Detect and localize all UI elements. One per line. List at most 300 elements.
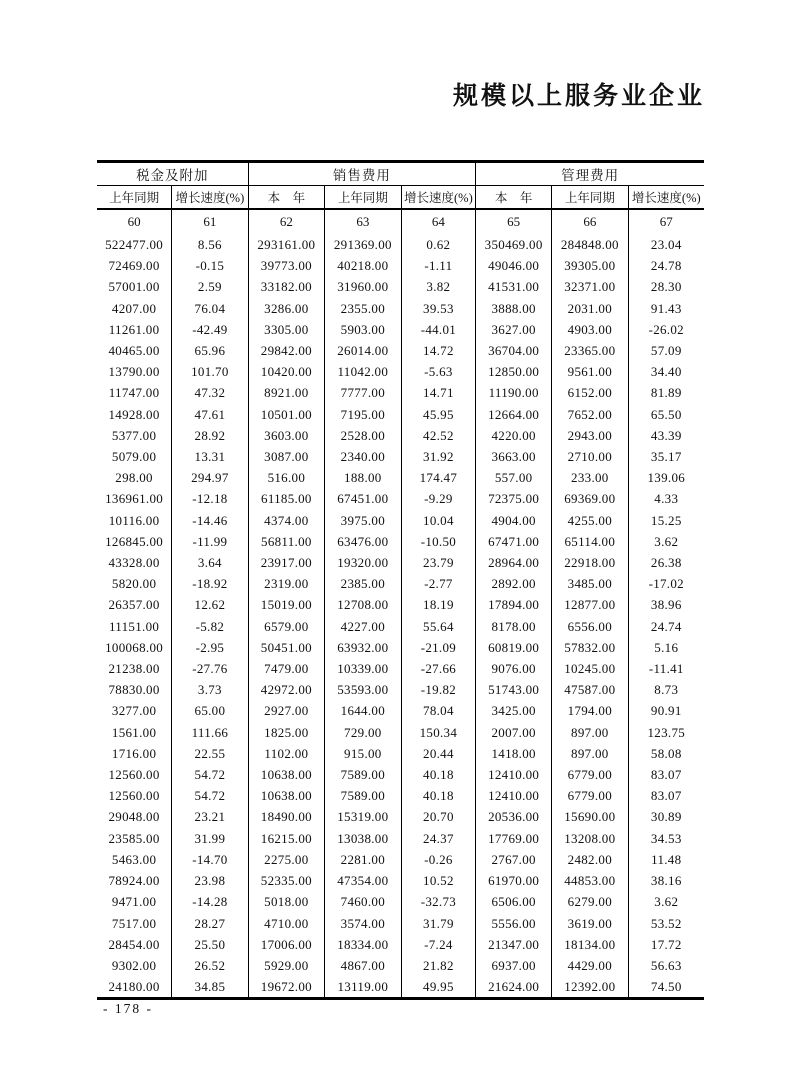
table-cell: 3.62 (628, 891, 704, 912)
table-row (97, 488, 704, 509)
table-cell: 39.53 (401, 298, 476, 319)
table-row (97, 276, 704, 297)
table-cell: -18.92 (172, 573, 248, 594)
table-row (97, 255, 704, 276)
table-cell: 42972.00 (248, 679, 324, 700)
table-cell: -11.99 (172, 531, 248, 552)
table-cell: 7479.00 (248, 658, 324, 679)
table-cell: 24180.00 (108, 979, 160, 995)
table-cell: 31.79 (401, 913, 476, 934)
table-cell: 57.09 (628, 340, 704, 361)
table-cell: 13790.00 (108, 364, 160, 380)
table-cell: 40.18 (401, 785, 476, 806)
column-code-cell: 65 (476, 209, 552, 234)
table-cell: 6779.00 (552, 764, 628, 785)
table-cell: 18334.00 (325, 934, 401, 955)
column-code-cell: 63 (325, 209, 401, 234)
table-row (97, 361, 704, 382)
table-cell: -2.95 (172, 637, 248, 658)
table-cell: -44.01 (401, 319, 476, 340)
table-cell: 0.62 (401, 234, 476, 255)
table-cell: 5377.00 (111, 427, 157, 443)
table-cell: 18134.00 (552, 934, 628, 955)
table-cell: 22918.00 (552, 552, 628, 573)
table-cell: 65.96 (172, 340, 248, 361)
table-cell: 21624.00 (476, 976, 552, 999)
table-cell: 23.98 (172, 870, 248, 891)
table-cell: 4429.00 (552, 955, 628, 976)
table-cell: -27.76 (172, 658, 248, 679)
table-cell: 4710.00 (248, 913, 324, 934)
table-cell: 4207.00 (111, 300, 157, 316)
table-cell: 28.92 (172, 425, 248, 446)
table-cell: 61970.00 (476, 870, 552, 891)
table-cell: 29842.00 (248, 340, 324, 361)
table-cell: 6152.00 (552, 382, 628, 403)
table-cell: 188.00 (325, 467, 401, 488)
table-cell: 47587.00 (552, 679, 628, 700)
table-cell: 1716.00 (111, 745, 157, 761)
table-row (97, 870, 704, 891)
table-row (97, 594, 704, 615)
table-cell: 516.00 (248, 467, 324, 488)
table-cell: 5903.00 (325, 319, 401, 340)
table-cell: 13119.00 (325, 976, 401, 999)
table-cell: 26.38 (628, 552, 704, 573)
table-cell: 50451.00 (248, 637, 324, 658)
column-code-cell: 61 (172, 209, 248, 234)
table-cell: 7589.00 (325, 785, 401, 806)
table-cell: 2031.00 (552, 298, 628, 319)
table-cell: 139.06 (628, 467, 704, 488)
table-cell: 11151.00 (108, 618, 160, 634)
table-cell: 55.64 (401, 616, 476, 637)
table-cell: 2482.00 (552, 849, 628, 870)
table-cell: 28964.00 (476, 552, 552, 573)
table-cell: 23585.00 (108, 830, 160, 846)
table-cell: 2340.00 (325, 446, 401, 467)
table-row (97, 446, 704, 467)
table-cell: 2943.00 (552, 425, 628, 446)
table-cell: 54.72 (172, 785, 248, 806)
column-code-cell: 66 (552, 209, 628, 234)
table-cell: 10.04 (401, 510, 476, 531)
table-cell: 233.00 (552, 467, 628, 488)
table-cell: 8178.00 (476, 616, 552, 637)
table-cell: 3.82 (401, 276, 476, 297)
table-header (97, 162, 704, 210)
table-cell: 11261.00 (108, 321, 160, 337)
table-cell: 43.39 (628, 425, 704, 446)
table-cell: 2710.00 (552, 446, 628, 467)
table-cell: 4903.00 (552, 319, 628, 340)
table-cell: 26357.00 (108, 597, 160, 613)
table-cell: 15.25 (628, 510, 704, 531)
table-cell: 5556.00 (476, 913, 552, 934)
table-cell: 12850.00 (476, 361, 552, 382)
table-cell: 123.75 (628, 722, 704, 743)
table-cell: 12877.00 (552, 594, 628, 615)
table-cell: 23.04 (628, 234, 704, 255)
table-row (97, 955, 704, 976)
table-cell: 10.52 (401, 870, 476, 891)
table-cell: 5463.00 (111, 851, 157, 867)
table-cell: 26014.00 (325, 340, 401, 361)
table-cell: 9302.00 (111, 957, 157, 973)
table-cell: 49046.00 (476, 255, 552, 276)
table-cell: 56811.00 (248, 531, 324, 552)
table-cell: 6937.00 (476, 955, 552, 976)
table-cell: 7589.00 (325, 764, 401, 785)
table-cell: 2281.00 (325, 849, 401, 870)
table-cell: 2355.00 (325, 298, 401, 319)
table-cell: 31960.00 (325, 276, 401, 297)
table-cell: -19.82 (401, 679, 476, 700)
table-cell: 9076.00 (476, 658, 552, 679)
table-cell: 36704.00 (476, 340, 552, 361)
table-cell: 2275.00 (248, 849, 324, 870)
table-cell: 35.17 (628, 446, 704, 467)
table-cell: 13038.00 (325, 828, 401, 849)
table-cell: -5.82 (172, 616, 248, 637)
table-cell: 284848.00 (552, 234, 628, 255)
table-row (97, 425, 704, 446)
table-cell: 60819.00 (476, 637, 552, 658)
table-cell: 3425.00 (476, 700, 552, 721)
table-cell: 2892.00 (476, 573, 552, 594)
table-row (97, 891, 704, 912)
table-cell: 25.50 (172, 934, 248, 955)
table-row (97, 743, 704, 764)
table-cell: 72469.00 (108, 258, 160, 274)
table-cell: 34.53 (628, 828, 704, 849)
table-cell: 57001.00 (108, 279, 160, 295)
table-cell: 897.00 (552, 743, 628, 764)
table-cell: 5929.00 (248, 955, 324, 976)
table-cell: 90.91 (628, 700, 704, 721)
table-cell: 54.72 (172, 764, 248, 785)
table-cell: 18490.00 (248, 806, 324, 827)
table-cell: 557.00 (476, 467, 552, 488)
table-cell: 34.85 (172, 976, 248, 999)
table-cell: -9.29 (401, 488, 476, 509)
table-cell: 9471.00 (111, 894, 157, 910)
table-cell: 78830.00 (108, 682, 160, 698)
code-row-body (97, 209, 704, 234)
column-header-cell: 增长速度(%) (401, 186, 476, 210)
table-cell: 136961.00 (105, 491, 164, 507)
table-cell: 3888.00 (476, 298, 552, 319)
table-cell: 22.55 (172, 743, 248, 764)
table-cell: 3619.00 (552, 913, 628, 934)
table-cell: 39305.00 (552, 255, 628, 276)
table-cell: 8.56 (172, 234, 248, 255)
table-cell: 2319.00 (248, 573, 324, 594)
column-header-cell: 上年同期 (97, 186, 172, 210)
table-cell: 111.66 (172, 722, 248, 743)
group-header-row (97, 162, 704, 186)
table-row (97, 234, 704, 255)
table-cell: 41531.00 (476, 276, 552, 297)
table-cell: -2.77 (401, 573, 476, 594)
table-cell: -12.18 (172, 488, 248, 509)
table-cell: 52335.00 (248, 870, 324, 891)
table-cell: -0.26 (401, 849, 476, 870)
table-cell: 23917.00 (248, 552, 324, 573)
table-cell: -0.15 (172, 255, 248, 276)
table-cell: 7652.00 (552, 404, 628, 425)
group-header-cell: 管理费用 (476, 162, 704, 186)
table-cell: 91.43 (628, 298, 704, 319)
table-cell: 8921.00 (248, 382, 324, 403)
column-code-cell: 60 (127, 214, 141, 229)
table-cell: 294.97 (172, 467, 248, 488)
table-cell: 83.07 (628, 764, 704, 785)
table-cell: 81.89 (628, 382, 704, 403)
table-cell: -14.28 (172, 891, 248, 912)
table-cell: 4374.00 (248, 510, 324, 531)
column-header-cell: 本 年 (476, 186, 552, 210)
table-cell: -1.11 (401, 255, 476, 276)
table-cell: 34.40 (628, 361, 704, 382)
table-row (97, 404, 704, 425)
table-cell: -5.63 (401, 361, 476, 382)
table-cell: 69369.00 (552, 488, 628, 509)
table-row (97, 658, 704, 679)
table-cell: 2.59 (172, 276, 248, 297)
table-cell: 3286.00 (248, 298, 324, 319)
table-cell: 11190.00 (476, 382, 552, 403)
group-header-cell: 销售费用 (248, 162, 476, 186)
table-cell: 1825.00 (248, 722, 324, 743)
table-cell: 3.62 (628, 531, 704, 552)
table-cell: 13.31 (172, 446, 248, 467)
table-row (97, 785, 704, 806)
table-cell: 42.52 (401, 425, 476, 446)
table-cell: 47354.00 (325, 870, 401, 891)
table-cell: 23365.00 (552, 340, 628, 361)
table-cell: 11747.00 (108, 385, 160, 401)
table-cell: 2528.00 (325, 425, 401, 446)
table-cell: 8.73 (628, 679, 704, 700)
table-cell: 63932.00 (325, 637, 401, 658)
table-cell: 9561.00 (552, 361, 628, 382)
table-cell: 6279.00 (552, 891, 628, 912)
table-cell: -27.66 (401, 658, 476, 679)
table-cell: 1794.00 (552, 700, 628, 721)
table-cell: 4220.00 (476, 425, 552, 446)
table-row (97, 616, 704, 637)
table-cell: 43328.00 (108, 555, 160, 571)
table-row (97, 319, 704, 340)
table-cell: 58.08 (628, 743, 704, 764)
table-cell: 56.63 (628, 955, 704, 976)
table-row (97, 510, 704, 531)
table-cell: 4227.00 (325, 616, 401, 637)
table-cell: 5079.00 (111, 449, 157, 465)
table-cell: 897.00 (552, 722, 628, 743)
table-cell: 20536.00 (476, 806, 552, 827)
table-cell: 47.32 (172, 382, 248, 403)
table-cell: 65.50 (628, 404, 704, 425)
table-cell: 7517.00 (111, 915, 157, 931)
table-cell: 20.44 (401, 743, 476, 764)
table-cell: 3485.00 (552, 573, 628, 594)
table-cell: 10339.00 (325, 658, 401, 679)
table-cell: 100068.00 (105, 639, 164, 655)
table-cell: 28454.00 (108, 936, 160, 952)
table-row (97, 764, 704, 785)
column-header-row (97, 186, 704, 210)
table-row (97, 637, 704, 658)
table-cell: 126845.00 (105, 533, 164, 549)
page-number: - 178 - (103, 1001, 153, 1016)
table-cell: 47.61 (172, 404, 248, 425)
table-cell: 21.82 (401, 955, 476, 976)
table-row (97, 934, 704, 955)
table-row (97, 700, 704, 721)
table-cell: 40465.00 (108, 343, 160, 359)
table-cell: 28.27 (172, 913, 248, 934)
table-cell: 19672.00 (248, 976, 324, 999)
table-cell: 3.73 (172, 679, 248, 700)
table-row (97, 976, 704, 999)
table-row (97, 298, 704, 319)
table-cell: 522477.00 (105, 237, 164, 252)
table-cell: 3975.00 (325, 510, 401, 531)
column-header-cell: 上年同期 (325, 186, 401, 210)
table-cell: 24.74 (628, 616, 704, 637)
table-row (97, 552, 704, 573)
table-cell: 4867.00 (325, 955, 401, 976)
table-cell: 4255.00 (552, 510, 628, 531)
table-cell: 5018.00 (248, 891, 324, 912)
table-cell: 6506.00 (476, 891, 552, 912)
table-cell: 6579.00 (248, 616, 324, 637)
table-row (97, 679, 704, 700)
table-cell: 17769.00 (476, 828, 552, 849)
table-cell: 45.95 (401, 404, 476, 425)
table-cell: 61185.00 (248, 488, 324, 509)
table-row (97, 573, 704, 594)
table-cell: 10638.00 (248, 785, 324, 806)
table-cell: 12708.00 (325, 594, 401, 615)
table-row (97, 849, 704, 870)
group-header-cell: 税金及附加 (97, 162, 248, 186)
table-cell: 83.07 (628, 785, 704, 806)
table-cell: 21238.00 (108, 661, 160, 677)
table-row (97, 722, 704, 743)
table-cell: 4904.00 (476, 510, 552, 531)
column-header-cell: 本 年 (248, 186, 324, 210)
table-cell: 67451.00 (325, 488, 401, 509)
table-cell: 15019.00 (248, 594, 324, 615)
table-cell: 40.18 (401, 764, 476, 785)
table-cell: 101.70 (172, 361, 248, 382)
table-cell: 3087.00 (248, 446, 324, 467)
table-cell: 3627.00 (476, 319, 552, 340)
table-cell: 12.62 (172, 594, 248, 615)
table-cell: 2007.00 (476, 722, 552, 743)
table-cell: 14.72 (401, 340, 476, 361)
table-cell: 15319.00 (325, 806, 401, 827)
table-row (97, 531, 704, 552)
table-cell: 38.96 (628, 594, 704, 615)
table-cell: 24.78 (628, 255, 704, 276)
table-cell: 53593.00 (325, 679, 401, 700)
table-cell: -10.50 (401, 531, 476, 552)
table-cell: 350469.00 (476, 234, 552, 255)
table-cell: -42.49 (172, 319, 248, 340)
table-cell: 1561.00 (111, 724, 157, 740)
table-cell: 1418.00 (476, 743, 552, 764)
table-cell: 3.64 (172, 552, 248, 573)
table-cell: 15690.00 (552, 806, 628, 827)
table-cell: 30.89 (628, 806, 704, 827)
table-cell: 3574.00 (325, 913, 401, 934)
table-cell: 23.79 (401, 552, 476, 573)
table-cell: 14.71 (401, 382, 476, 403)
table-cell: 915.00 (325, 743, 401, 764)
table-cell: 51743.00 (476, 679, 552, 700)
table-cell: 49.95 (401, 976, 476, 999)
table-cell: 150.34 (401, 722, 476, 743)
table-cell: 7460.00 (325, 891, 401, 912)
table-cell: 12392.00 (552, 976, 628, 999)
table-cell: 2767.00 (476, 849, 552, 870)
table-cell: 74.50 (628, 976, 704, 999)
table-cell: -7.24 (401, 934, 476, 955)
table-cell: 4.33 (628, 488, 704, 509)
statistics-table (97, 160, 704, 1000)
table-cell: -11.41 (628, 658, 704, 679)
table-cell: 10116.00 (108, 512, 160, 528)
table-cell: 12410.00 (476, 785, 552, 806)
table-cell: 174.47 (401, 467, 476, 488)
table-body (97, 234, 704, 999)
table-cell: 17894.00 (476, 594, 552, 615)
table-cell: 57832.00 (552, 637, 628, 658)
table-cell: 5.16 (628, 637, 704, 658)
table-cell: 23.21 (172, 806, 248, 827)
column-code-cell: 67 (628, 209, 704, 234)
table-row (97, 467, 704, 488)
table-cell: 67471.00 (476, 531, 552, 552)
table-cell: 10501.00 (248, 404, 324, 425)
column-code-cell: 64 (401, 209, 476, 234)
table-cell: 7195.00 (325, 404, 401, 425)
table-cell: -17.02 (628, 573, 704, 594)
table-row (97, 382, 704, 403)
table-cell: -21.09 (401, 637, 476, 658)
table-cell: 10638.00 (248, 764, 324, 785)
table-cell: 16215.00 (248, 828, 324, 849)
table-cell: 32371.00 (552, 276, 628, 297)
table-cell: -26.02 (628, 319, 704, 340)
table-cell: 12560.00 (108, 767, 160, 783)
table-cell: 3663.00 (476, 446, 552, 467)
table-cell: 26.52 (172, 955, 248, 976)
table-row (97, 340, 704, 361)
table-cell: -32.73 (401, 891, 476, 912)
table-cell: 44853.00 (552, 870, 628, 891)
table-cell: 6779.00 (552, 785, 628, 806)
column-code-row (97, 209, 704, 234)
table-cell: 24.37 (401, 828, 476, 849)
table-cell: 12560.00 (108, 788, 160, 804)
table-cell: 53.52 (628, 913, 704, 934)
table-cell: 3277.00 (111, 703, 157, 719)
